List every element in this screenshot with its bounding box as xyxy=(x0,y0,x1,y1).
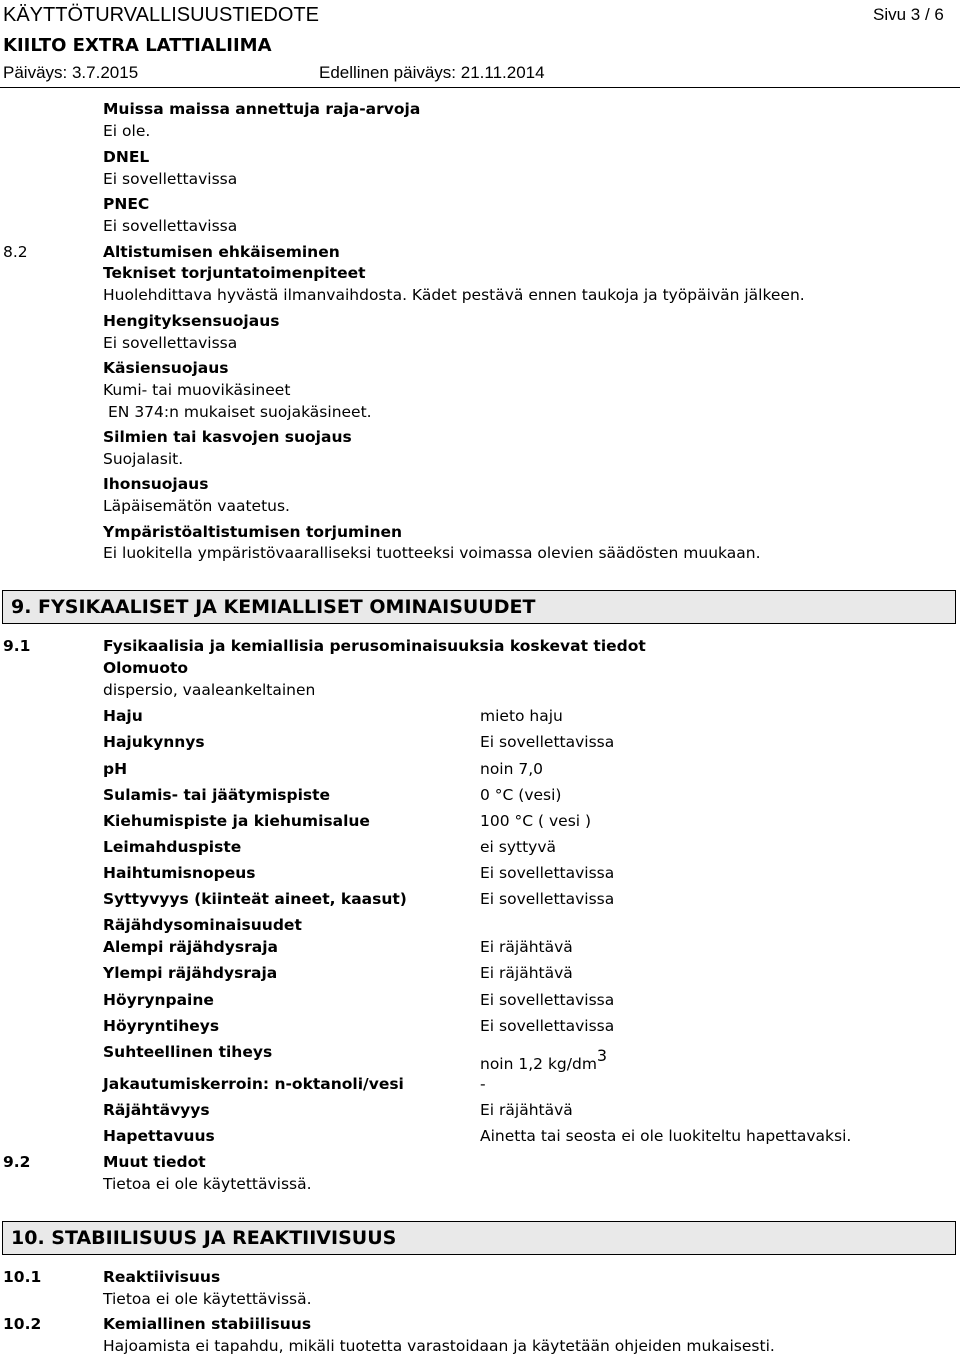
document-title: KÄYTTÖTURVALLISUUSTIEDOTE xyxy=(3,4,319,26)
tech-measures-value: Huolehdittava hyvästä ilmanvaihdosta. Kädet pestävä ennen taukoja ja työpäivän jälkeen. xyxy=(103,286,805,304)
respiratory-title: Hengityksensuojaus xyxy=(103,312,280,330)
reactivity-value: Tietoa ei ole käytettävissä. xyxy=(103,1290,312,1308)
hand-protection-value-2: EN 374:n mukaiset suojakäsineet. xyxy=(108,403,372,421)
product-name: KIILTO EXTRA LATTIALIIMA xyxy=(3,35,272,56)
skin-protection-value: Läpäisemätön vaatetus. xyxy=(103,497,290,515)
property-label: Höyrynpaine xyxy=(103,991,214,1009)
skin-protection-title: Ihonsuojaus xyxy=(103,475,209,493)
other-info-value: Tietoa ei ole käytettävissä. xyxy=(103,1175,312,1193)
property-value: Ei sovellettavissa xyxy=(480,733,615,751)
property-value: Ei sovellettavissa xyxy=(480,1017,615,1035)
dnel-title: DNEL xyxy=(103,148,150,166)
header-rule xyxy=(0,87,960,88)
eye-protection-title: Silmien tai kasvojen suojaus xyxy=(103,428,352,446)
property-value: Ei sovellettavissa xyxy=(480,890,615,908)
property-label: pH xyxy=(103,760,128,778)
other-limits-value: Ei ole. xyxy=(103,122,151,140)
property-label: Jakautumiskerroin: n-oktanoli/vesi xyxy=(103,1075,404,1093)
property-value: Ei sovellettavissa xyxy=(480,991,615,1009)
previous-date: Edellinen päiväys: 21.11.2014 xyxy=(319,63,545,82)
property-value: 0 °C (vesi) xyxy=(480,786,562,804)
property-label: Alempi räjähdysraja xyxy=(103,938,278,956)
property-label: Leimahduspiste xyxy=(103,838,242,856)
property-value: Ainetta tai seosta ei ole luokiteltu hapettavaksi. xyxy=(480,1127,852,1145)
section-number-9-1: 9.1 xyxy=(3,637,31,655)
property-label: Haju xyxy=(103,707,143,725)
property-label: Hajukynnys xyxy=(103,733,205,751)
property-label: Haihtumisnopeus xyxy=(103,864,256,882)
pnec-title: PNEC xyxy=(103,195,150,213)
property-label: Räjähtävyys xyxy=(103,1101,210,1119)
property-value: ei syttyvä xyxy=(480,838,557,856)
property-label: Hapettavuus xyxy=(103,1127,215,1145)
density-unit-exponent: 3 xyxy=(596,1046,608,1065)
stability-title: Kemiallinen stabiilisuus xyxy=(103,1315,312,1333)
issue-date: Päiväys: 3.7.2015 xyxy=(3,63,139,82)
property-label: Syttyvyys (kiinteät aineet, kaasut) xyxy=(103,890,407,908)
density-value: noin 1,2 kg/dm xyxy=(480,1055,597,1074)
section-number-10-1: 10.1 xyxy=(3,1268,42,1286)
density-value-wrap xyxy=(480,1048,607,1073)
section-9-heading: 9. FYSIKAALISET JA KEMIALLISET OMINAISUUDET xyxy=(11,596,536,618)
property-label: Höyryntiheys xyxy=(103,1017,220,1035)
other-info-title: Muut tiedot xyxy=(103,1153,206,1171)
property-value: 100 °C ( vesi ) xyxy=(480,812,592,830)
property-value: Ei räjähtävä xyxy=(480,1101,573,1119)
property-label: Kiehumispiste ja kiehumisalue xyxy=(103,812,370,830)
hand-protection-value-1: Kumi- tai muovikäsineet xyxy=(103,381,291,399)
environment-title: Ympäristöaltistumisen torjuminen xyxy=(103,523,403,541)
environment-value: Ei luokitella ympäristövaaralliseksi tuotteeksi voimassa olevien säädösten muukaan. xyxy=(103,544,761,562)
explosive-properties-title: Räjähdysominaisuudet xyxy=(103,916,302,934)
section-number-10-2: 10.2 xyxy=(3,1315,42,1333)
section-number-9-2: 9.2 xyxy=(3,1153,31,1171)
property-value: Ei räjähtävä xyxy=(480,964,573,982)
property-value: Ei räjähtävä xyxy=(480,938,573,956)
property-value: Ei sovellettavissa xyxy=(480,864,615,882)
section-10-heading: 10. STABIILISUUS JA REAKTIIVISUUS xyxy=(11,1227,397,1249)
physchem-title: Fysikaalisia ja kemiallisia perusominaisuuksia koskevat tiedot xyxy=(103,637,646,655)
property-label: Sulamis- tai jäätymispiste xyxy=(103,786,331,804)
dnel-value: Ei sovellettavissa xyxy=(103,170,238,188)
pnec-value: Ei sovellettavissa xyxy=(103,217,238,235)
respiratory-value: Ei sovellettavissa xyxy=(103,334,238,352)
property-label: Ylempi räjähdysraja xyxy=(103,964,278,982)
exposure-title: Altistumisen ehkäiseminen xyxy=(103,243,340,261)
section-9-heading-box xyxy=(2,590,956,624)
density-label: Suhteellinen tiheys xyxy=(103,1043,273,1061)
appearance-value: dispersio, vaaleankeltainen xyxy=(103,681,316,699)
stability-value: Hajoamista ei tapahdu, mikäli tuotetta varastoidaan ja käytetään ohjeiden mukaisesti. xyxy=(103,1337,775,1355)
property-value: - xyxy=(480,1075,486,1093)
property-value: noin 7,0 xyxy=(480,760,544,778)
tech-measures-title: Tekniset torjuntatoimenpiteet xyxy=(103,264,366,282)
page-number: Sivu 3 / 6 xyxy=(873,5,944,24)
property-value: mieto haju xyxy=(480,707,563,725)
reactivity-title: Reaktiivisuus xyxy=(103,1268,221,1286)
section-number-8-2: 8.2 xyxy=(3,243,28,261)
section-10-heading-box xyxy=(2,1221,956,1255)
other-limits-title: Muissa maissa annettuja raja-arvoja xyxy=(103,100,421,118)
appearance-title: Olomuoto xyxy=(103,659,189,677)
eye-protection-value: Suojalasit. xyxy=(103,450,184,468)
hand-protection-title: Käsiensuojaus xyxy=(103,359,229,377)
